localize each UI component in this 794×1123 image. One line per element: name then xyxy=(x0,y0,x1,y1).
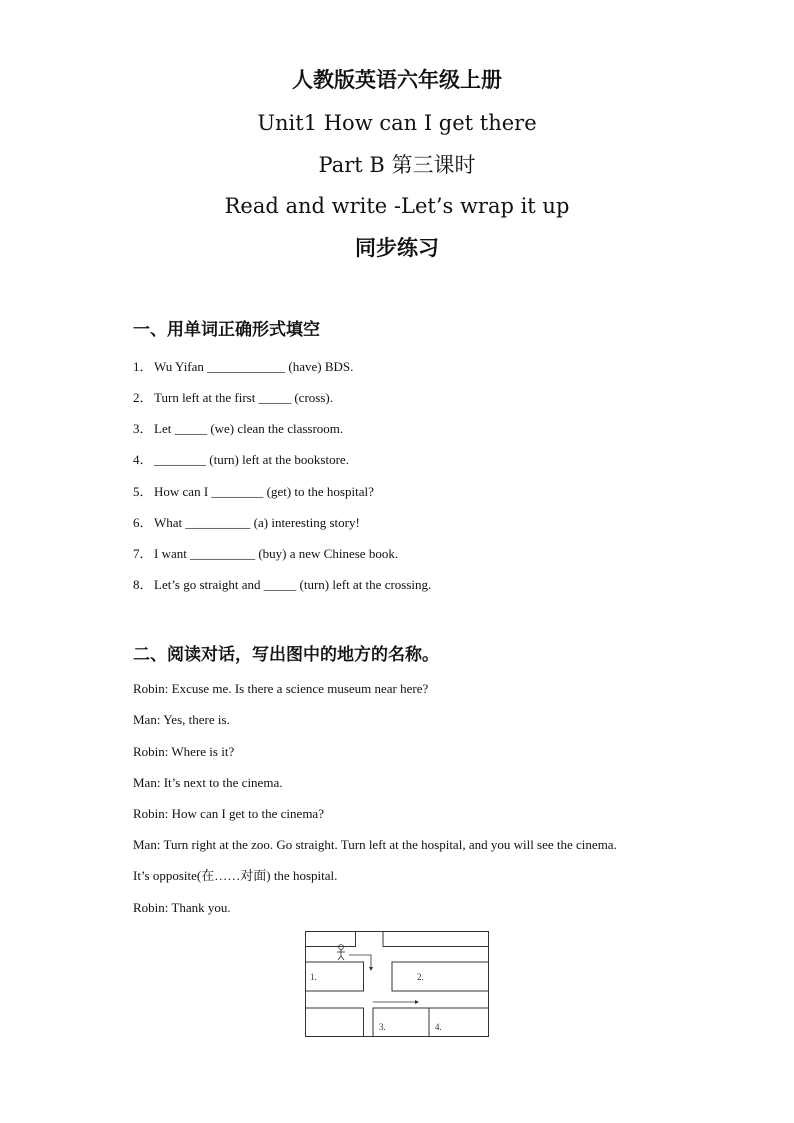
exercise-item xyxy=(133,483,374,501)
book-title: 人教版英语六年级上册 xyxy=(292,68,502,92)
dialogue-line: Man: It’s next to the cinema. xyxy=(133,775,283,790)
practice-title: 同步练习 xyxy=(355,236,439,260)
exercise-number: 1． xyxy=(133,359,153,374)
exercise-text: How can I ________ (get) to the hospital? xyxy=(154,484,374,499)
exercise-text: Let’s go straight and _____ (turn) left at the crossing. xyxy=(154,577,432,592)
section1-heading: 一、用单词正确形式填空 xyxy=(133,320,320,340)
dialogue-line: Robin: Where is it? xyxy=(133,744,235,759)
exercise-number: 8． xyxy=(133,577,153,592)
dialogue-line: Man: Yes, there is. xyxy=(133,712,230,727)
dialogue-line: Man: Turn right at the zoo. Go straight. Turn left at the hospital, and you will see the cinema. xyxy=(133,837,617,852)
exercise-text: Turn left at the first _____ (cross). xyxy=(154,390,333,405)
exercise-number: 7． xyxy=(133,546,153,561)
exercise-text: Wu Yifan ____________ (have) BDS. xyxy=(154,359,354,374)
section-topic-title: Read and write -Let’s wrap it up xyxy=(224,194,570,218)
street-map-svg xyxy=(305,931,489,1037)
map-frame xyxy=(306,932,489,1037)
map-label-1: 1. xyxy=(310,972,317,982)
exercise-item xyxy=(133,576,431,594)
exercise-number: 5． xyxy=(133,484,153,499)
exercise-text: ________ (turn) left at the bookstore. xyxy=(154,452,349,467)
street-map xyxy=(305,931,489,1037)
exercise-item xyxy=(133,451,349,469)
lesson-title: Part B 第三课时 xyxy=(318,153,476,177)
map-label-2: 2. xyxy=(417,972,424,982)
exercise-item xyxy=(133,420,343,438)
exercise-number: 3． xyxy=(133,421,153,436)
section2-heading: 二、阅读对话，写出图中的地方的名称。 xyxy=(133,645,439,665)
map-label-4: 4. xyxy=(435,1022,442,1032)
dialogue-line: It’s opposite(在……对面) the hospital. xyxy=(133,868,338,883)
exercise-text: What __________ (a) interesting story! xyxy=(154,515,360,530)
exercise-item xyxy=(133,545,398,563)
dialogue-line: Robin: Excuse me. Is there a science museum near here? xyxy=(133,681,429,696)
exercise-item xyxy=(133,358,353,376)
exercise-number: 6． xyxy=(133,515,153,530)
exercise-text: Let _____ (we) clean the classroom. xyxy=(154,421,344,436)
exercise-item xyxy=(133,389,333,407)
exercise-item xyxy=(133,514,360,532)
unit-title: Unit1 How can I get there xyxy=(257,111,537,135)
exercise-number: 4． xyxy=(133,452,153,467)
exercise-text: I want __________ (buy) a new Chinese book. xyxy=(154,546,399,561)
dialogue-line: Robin: Thank you. xyxy=(133,900,231,915)
exercise-number: 2． xyxy=(133,390,153,405)
dialogue-line: Robin: How can I get to the cinema? xyxy=(133,806,324,821)
map-label-3: 3. xyxy=(379,1022,386,1032)
